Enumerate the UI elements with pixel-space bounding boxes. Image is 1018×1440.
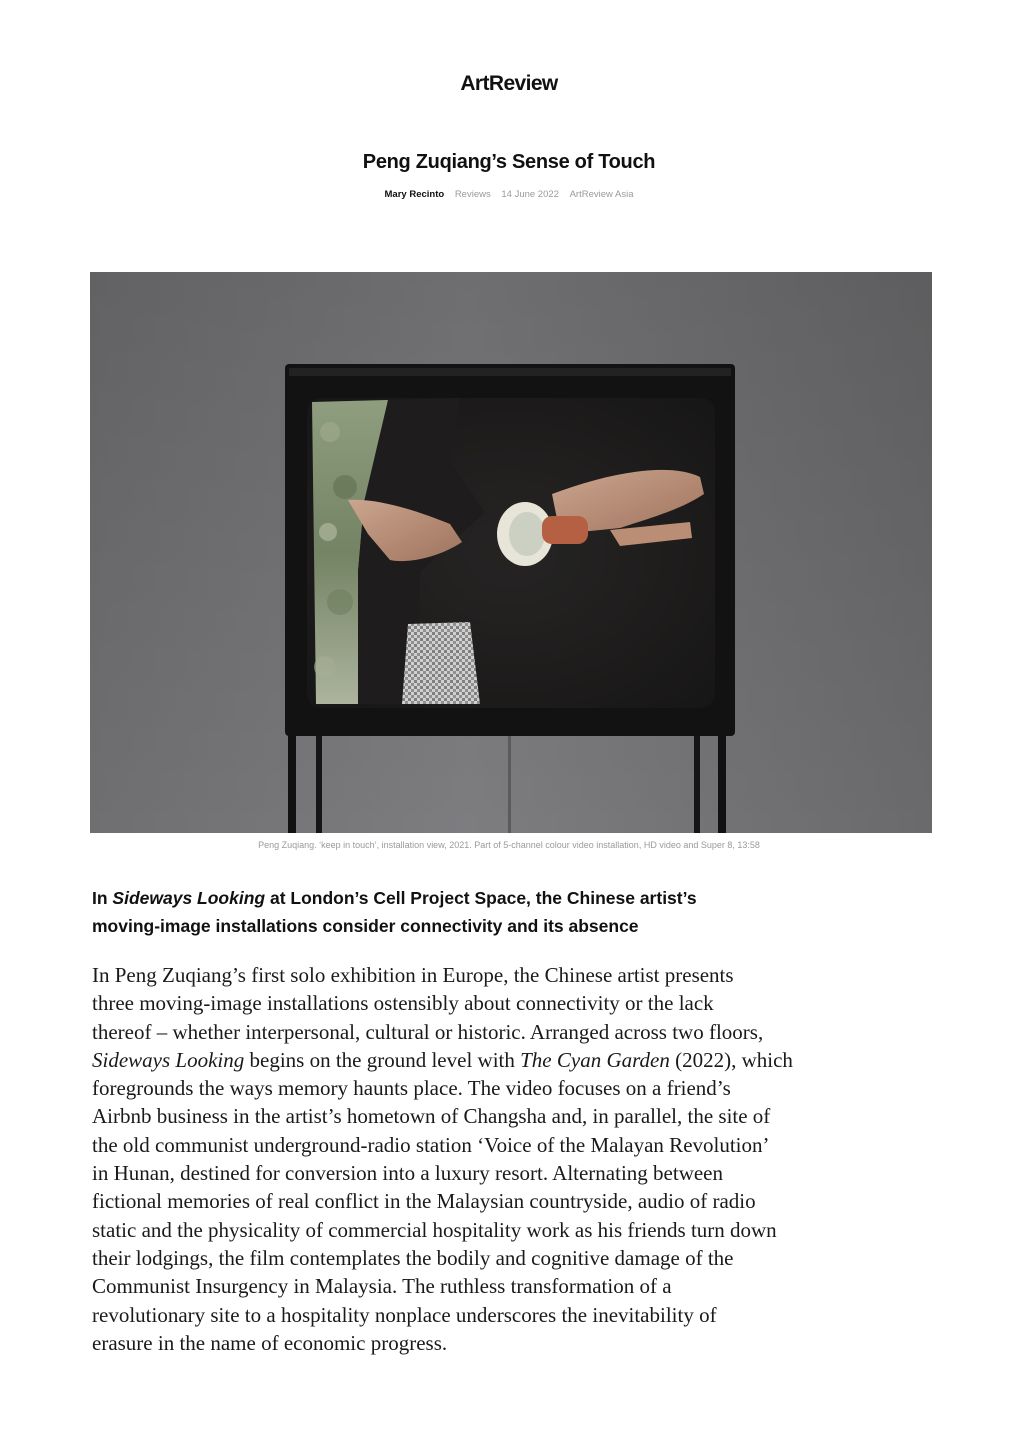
body-line: static and the physicality of commercial hospitality work as his friends turn down [92,1217,777,1242]
body-line: thereof – whether interpersonal, cultural or historic. Arranged across two floors, [92,1019,764,1044]
body-line-fragment: begins on the ground level with [244,1047,521,1072]
body-line: erasure in the name of economic progress. [92,1330,448,1355]
author-link[interactable]: Mary Recinto [384,189,445,200]
body-line: Airbnb business in the artist’s hometown of Changsha and, in parallel, the site of [92,1104,771,1129]
section-link[interactable]: Reviews [454,189,491,200]
body-line: Communist Insurgency in Malaysia. The ruthless transformation of a [92,1274,672,1299]
article-meta [0,189,1018,200]
edition-link[interactable]: ArtReview Asia [569,189,634,200]
standfirst-line2: moving-image installations consider connectivity and its absence [92,916,639,936]
body-line: revolutionary site to a hospitality nonplace underscores the inevitability of [92,1302,717,1327]
body-line: three moving-image installations ostensibly about connectivity or the lack [92,991,714,1016]
standfirst-line1-rest: at London’s Cell Project Space, the Chinese artist’s [265,888,697,908]
body-italic-exhibition: Sideways Looking [92,1047,245,1072]
body-line: foregrounds the ways memory haunts place. The video focuses on a friend’s [92,1076,731,1101]
body-line: In Peng Zuqiang’s first solo exhibition in Europe, the Chinese artist presents [92,963,734,987]
hero-caption: Peng Zuqiang. ‘keep in touch’, installation view, 2021. Part of 5-channel colour video installation, HD video and Super 8, 13:58 [258,840,760,850]
body-italic-work: The Cyan Garden [520,1047,670,1072]
standfirst-exhibition-title: Sideways Looking [112,888,266,908]
standfirst-prefix: In [92,888,113,908]
body-line: their lodgings, the film contemplates the bodily and cognitive damage of the [92,1245,734,1270]
hero-image [90,272,932,833]
body-line: fictional memories of real conflict in the Malaysian countryside, audio of radio [92,1189,756,1214]
publish-date: 14 June 2022 [501,189,559,200]
site-logo[interactable]: ArtReview [460,72,558,95]
body-line [92,1046,792,1074]
standfirst [92,884,792,940]
body-line: the old communist underground-radio station ‘Voice of the Malayan Revolution’ [92,1132,770,1157]
article-body [92,961,792,1357]
body-line: in Hunan, destined for conversion into a luxury resort. Alternating between [92,1161,724,1186]
body-line-fragment: (2022), which [669,1047,793,1072]
article-title: Peng Zuqiang’s Sense of Touch [362,151,656,173]
